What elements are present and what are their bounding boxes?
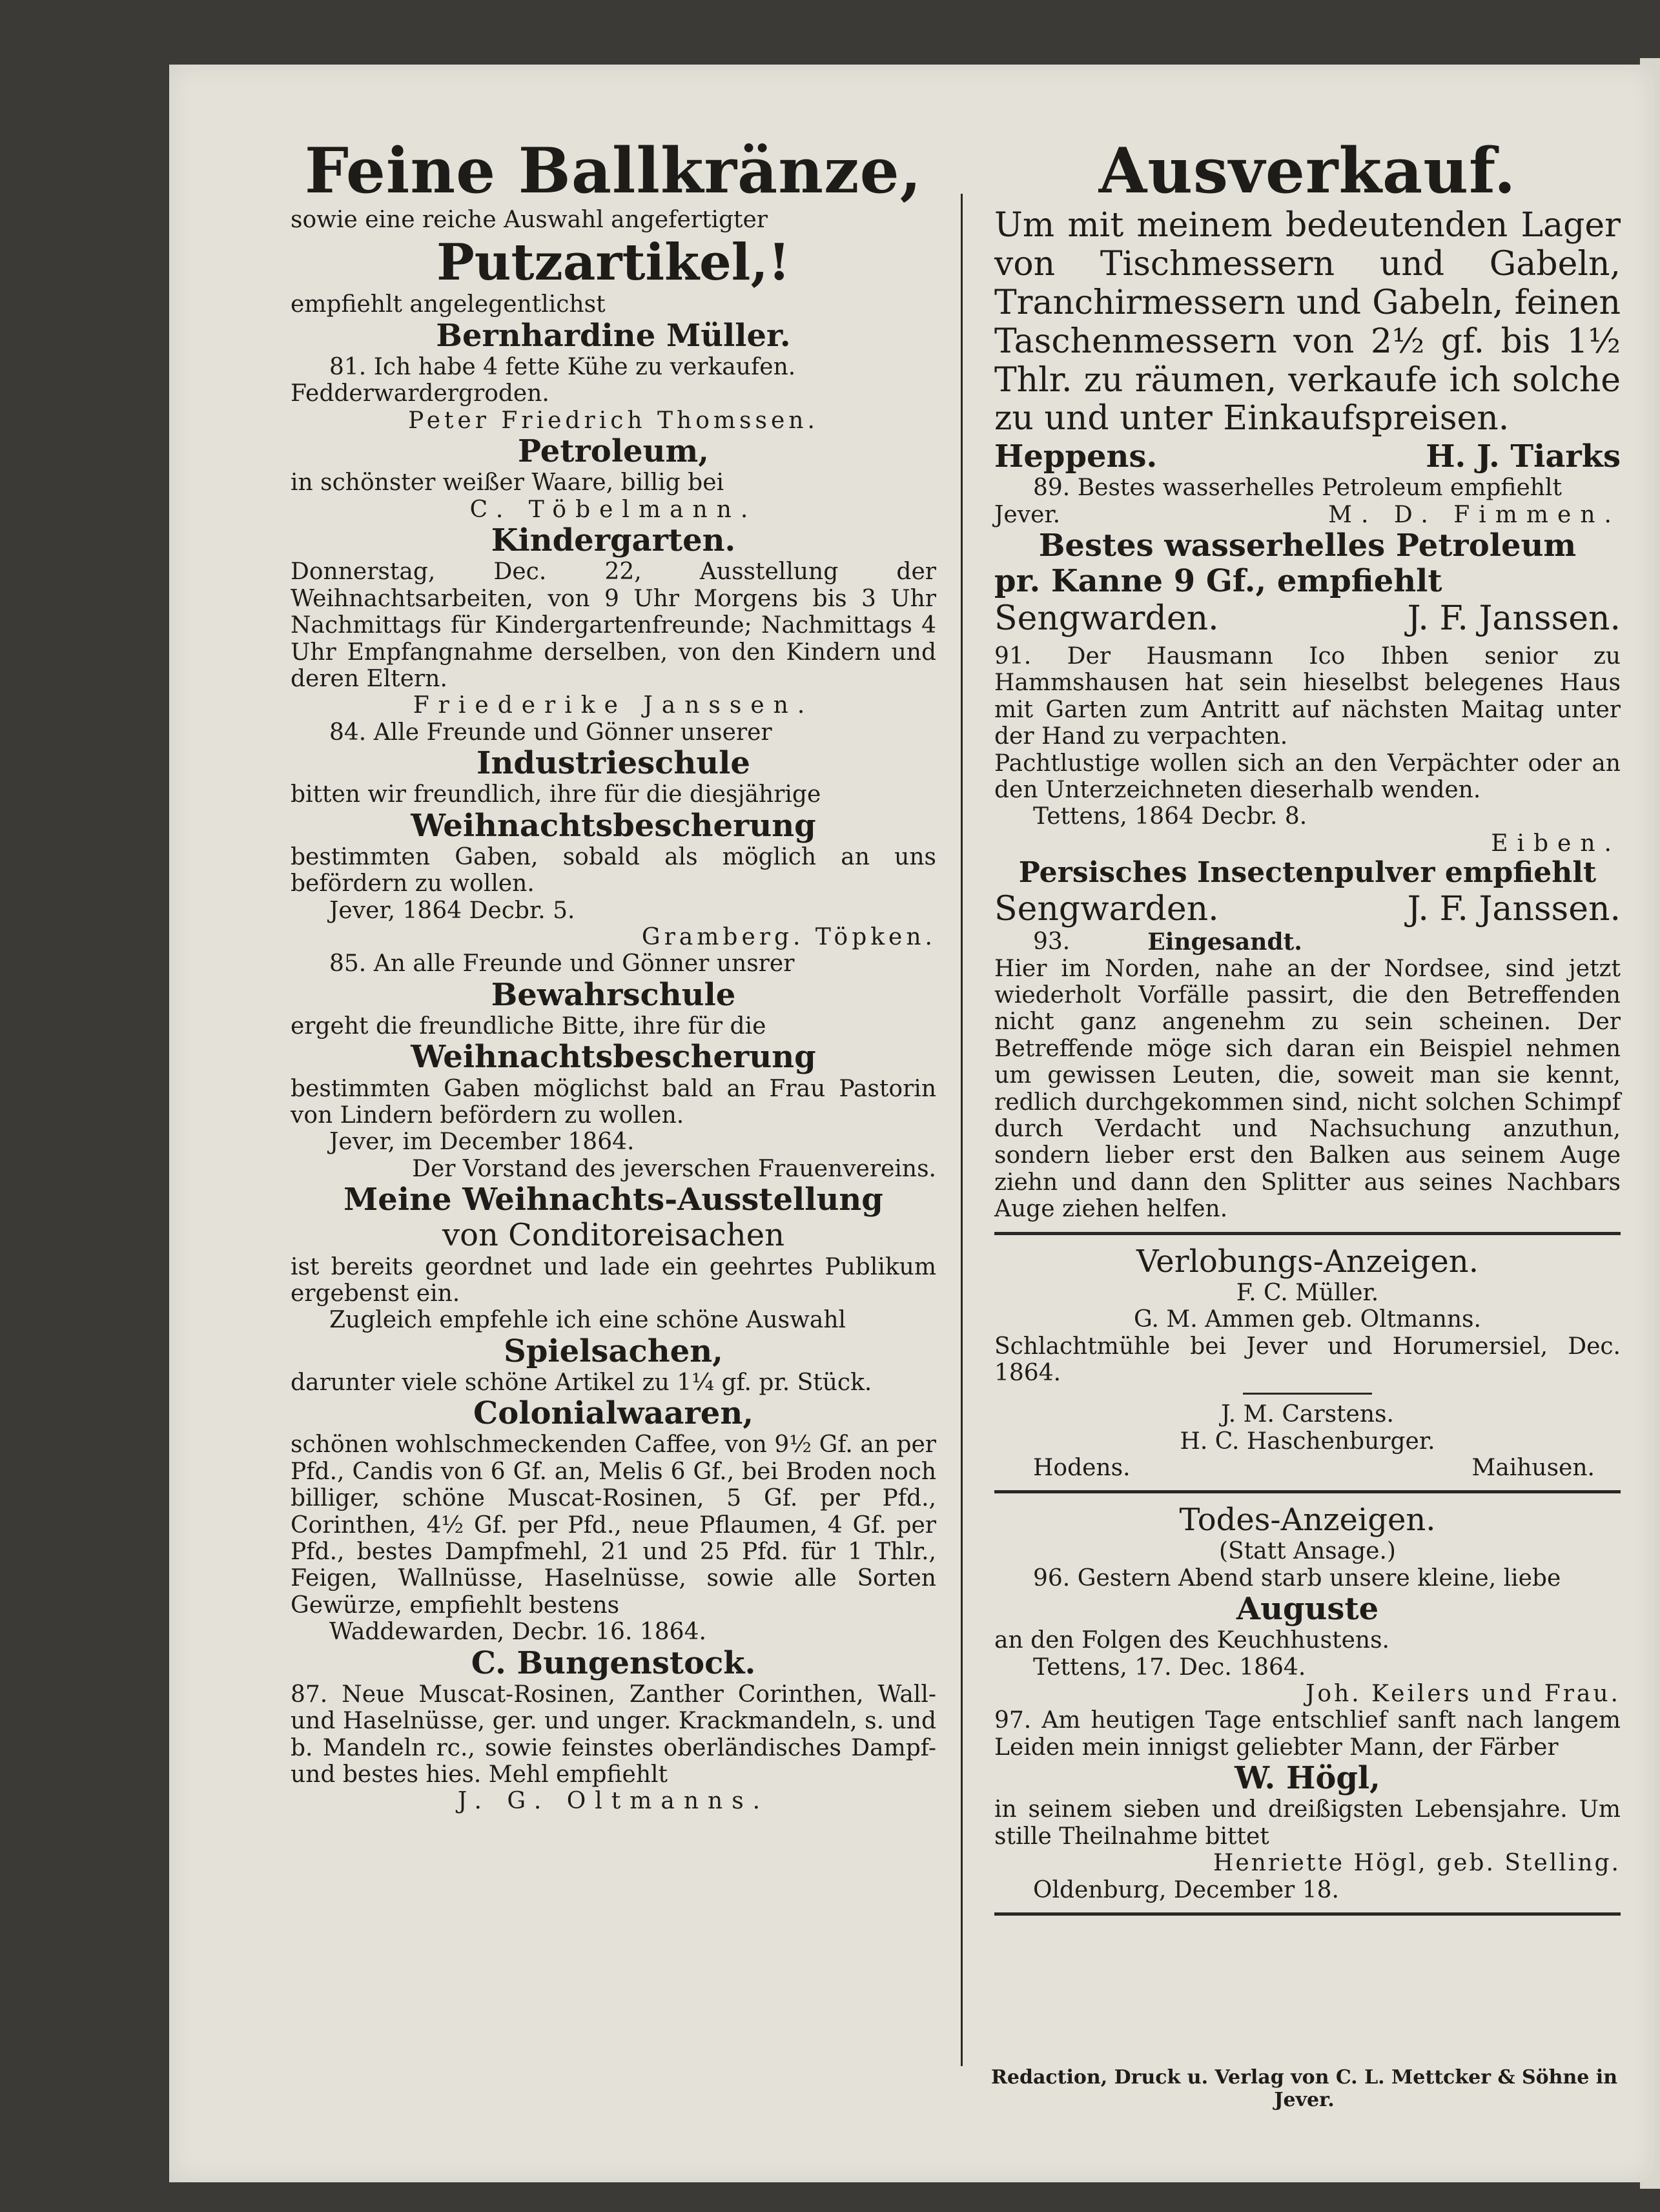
ad-97-signature: Henriette Högl, geb. Stelling. (1213, 1850, 1621, 1877)
verlobung-name1: F. C. Müller. (1236, 1279, 1379, 1306)
ad-84-line2: bitten wir freundlich, ihre für die diesjährige (291, 781, 821, 808)
ad-petroleum2-line1: Bestes wasserhelles Petroleum (1038, 527, 1577, 564)
ad-ausverkauf-place: Heppens. (994, 438, 1158, 475)
ad-84-heading: Industrieschule (476, 745, 750, 782)
ad-ballkraenze-title: Feine Ballkränze, (304, 134, 923, 207)
ad-97-text: 97. Am heutigen Tage entschlief sanft nach langem Leiden mein innigst geliebter Mann, der Färber (994, 1707, 1621, 1761)
ad-93-header-row (994, 928, 1621, 956)
right-column (994, 136, 1621, 1925)
ad-mueller-signature: Bernhardine Müller. (436, 317, 791, 354)
ad-insectenpulver-signature: J. F. Janssen. (1407, 889, 1621, 928)
verlobung-places-row (994, 1455, 1621, 1481)
ad-84-signature: Gramberg. Töpken. (641, 924, 936, 951)
ad-84-line1: 84. Alle Freunde und Gönner unserer (329, 719, 772, 746)
ad-ballkraenze-line: sowie eine reiche Auswahl angefertigter (291, 207, 768, 234)
column-divider (961, 194, 963, 2066)
ad-85-line1: 85. An alle Freunde und Gönner unsrer (329, 950, 795, 978)
ad-85-heading2: Weihnachtsbescherung (411, 1039, 816, 1076)
verlobung-rule (1243, 1393, 1372, 1395)
left-column (291, 136, 936, 1815)
ad-91-text2: Pachtlustige wollen sich an den Verpächter oder an den Unterzeichneten dieserhalb wenden. (994, 750, 1621, 803)
ad-kindergarten-text: Donnerstag, Dec. 22, Ausstellung der Weihnachtsarbeiten, von 9 Uhr Morgens bis 3 Uhr Nachmittags für Kindergartenfreunde; Nachmittags 4 Uhr Empfangnahme derselben, von den Kindern und deren Eltern. (291, 558, 936, 692)
todes-heading: Todes-Anzeigen. (1179, 1502, 1436, 1539)
ad-96-line1: 96. Gestern Abend starb unsere kleine, liebe (1033, 1564, 1561, 1592)
todes-subheading: (Statt Ansage.) (1219, 1538, 1396, 1565)
ad-84-text: bestimmten Gaben, sobald als möglich an uns befördern zu wollen. (291, 843, 936, 897)
ad-ausverkauf-text: Um mit meinem bedeutenden Lager von Tischmessern und Gabeln, Tranchirmessern und Gabeln, feinen Taschenmessern von 2½ gf. bis 1½ Thlr. zu räumen, verkaufe ich solche zu und unter Einkaufspreisen. (994, 206, 1621, 438)
ad-petroleum2-line2: pr. Kanne 9 Gf., empfiehlt (994, 562, 1442, 599)
ad-insectenpulver-line: Persisches Insectenpulver empfiehlt (1018, 856, 1597, 890)
ad-petroleum-signature: C. Töbelmann. (469, 496, 757, 523)
ad-91-text: 91. Der Hausmann Ico Ihben senior zu Hammshausen hat sein hieselbst belegenes Haus mit Garten zum Antritt auf nächsten Maitag unter der Hand zu verpachten. (994, 642, 1621, 750)
ad-conditorei-heading2: von Conditoreisachen (442, 1217, 785, 1254)
ad-85-line2: ergeht die freundliche Bitte, ihre für die (291, 1013, 766, 1040)
section-rule2 (994, 1490, 1621, 1493)
verlobung-name3: J. M. Carstens. (1221, 1401, 1394, 1428)
ad-spielsachen-heading: Spielsachen, (504, 1333, 723, 1369)
ad-89-signature: M. D. Fimmen. (1328, 501, 1621, 528)
ad-spielsachen-line: darunter viele schöne Artikel zu 1¼ gf. pr. Stück. (291, 1369, 872, 1396)
ad-97-place: Oldenburg, December 18. (1033, 1876, 1339, 1903)
ad-putzartikel-heading: Putzartikel,! (436, 232, 790, 292)
verlobung-place-left: Hodens. (1033, 1455, 1131, 1482)
ad-kindergarten-heading: Kindergarten. (491, 522, 736, 559)
ad-81-line2: Fedderwardergroden. (291, 380, 549, 407)
ad-87-signature: J. G. Oltmanns. (457, 1788, 770, 1815)
ad-96-name: Auguste (1236, 1591, 1379, 1628)
section-rule (994, 1232, 1621, 1235)
ad-insectenpulver-signature-row (994, 890, 1621, 928)
footer-rule (994, 1912, 1621, 1916)
ad-91-place: Tettens, 1864 Decbr. 8. (1033, 803, 1307, 830)
ad-kindergarten-signature: Friederike Janssen. (413, 692, 814, 719)
verlobung-place-right: Maihusen. (1471, 1455, 1595, 1482)
ad-96-line2: an den Folgen des Keuchhustens. (994, 1627, 1389, 1654)
ad-petroleum-heading: Petroleum, (518, 433, 709, 470)
verlobung-heading: Verlobungs-Anzeigen. (1136, 1243, 1479, 1280)
ad-89-place: Jever. (994, 501, 1061, 528)
ad-96-place: Tettens, 17. Dec. 1864. (1033, 1654, 1306, 1681)
ad-ausverkauf-title: Ausverkauf. (1098, 134, 1517, 207)
ad-petroleum2-place: Sengwarden. (994, 599, 1219, 638)
ad-93-heading: Eingesandt. (1147, 928, 1302, 956)
ad-putzartikel-line: empfiehlt angelegentlichst (291, 291, 606, 318)
ad-85-place: Jever, im December 1864. (329, 1129, 635, 1156)
ad-87-text: 87. Neue Muscat-Rosinen, Zanther Corinthen, Wall- und Haselnüsse, ger. und unger. Krackmandeln, s. und b. Mandeln rc., sowie feinstes oberländisches Dampf- und bestes hies. Mehl empfiehlt (291, 1681, 936, 1788)
ad-ausverkauf-signature-row (994, 438, 1621, 475)
ad-81-line1: 81. Ich habe 4 fette Kühe zu verkaufen. (329, 354, 796, 381)
verlobung-place: Schlachtmühle bei Jever und Horumersiel, Dec. 1864. (994, 1333, 1621, 1386)
ad-84-place: Jever, 1864 Decbr. 5. (329, 897, 575, 924)
verlobung-name4: H. C. Haschenburger. (1180, 1428, 1435, 1455)
ad-colonialwaaren-place: Waddewarden, Decbr. 16. 1864. (329, 1619, 706, 1646)
ad-conditorei-heading1: Meine Weihnachts-Ausstellung (343, 1182, 883, 1218)
ad-conditorei-line2: Zugleich empfehle ich eine schöne Auswahl (329, 1307, 846, 1334)
ad-89-signature-row (994, 502, 1621, 528)
ad-petroleum2-signature: J. F. Janssen. (1407, 599, 1621, 638)
ad-97-name: W. Högl, (1235, 1760, 1380, 1797)
ad-93-text: Hier im Norden, nahe an der Nordsee, sind jetzt wiederholt Vorfälle passirt, die den Betreffenden nicht ganz angenehm zu sein scheinen. Der Betreffende möge sich daran ein Beispiel nehmen um gewissen Leuten, die, soweit man sie kennt, redlich durchgekommen sind, nicht solchen Schimpf durch Verdacht und Nachsuchung anzuthun, sondern lieber erst den Balken aus seinem Auge ziehn und dann den Splitter aus seines Nachbars Auge ziehen helfen. (994, 955, 1621, 1223)
ad-84-heading2: Weihnachtsbescherung (411, 807, 816, 844)
ad-93-number: 93. (1033, 928, 1071, 955)
ad-colonialwaaren-heading: Colonialwaaren, (473, 1395, 753, 1432)
imprint-footer: Redaction, Druck u. Verlag von C. L. Mettcker & Söhne in Jever. (990, 2066, 1618, 2111)
ad-petroleum-line: in schönster weißer Waare, billig bei (291, 469, 724, 497)
ad-85-heading: Bewahrschule (491, 976, 736, 1013)
verlobung-name2: G. M. Ammen geb. Oltmanns. (1134, 1306, 1481, 1333)
ad-85-signature: Der Vorstand des jeverschen Frauenvereins. (412, 1155, 936, 1182)
ad-colonialwaaren-text: schönen wohlschmeckenden Caffee, von 9½ Gf. an per Pfd., Candis von 6 Gf. an, Melis 6 Gf., bei Broden noch billiger, schöne Muscat-Rosinen, 5 Gf. per Pfd., Corinthen, 4½ Gf. per Pfd., neue Pflaumen, 4 Gf. per Pfd., bestes Dampfmehl, 21 und 25 Pfd. für 1 Thlr., Feigen, Wallnüsse, Haselnüsse, sowie alle Sorten Gewürze, empfiehlt bestens (291, 1431, 936, 1619)
ad-97-text2: in seinem sieben und dreißigsten Lebensjahre. Um stille Theilnahme bittet (994, 1796, 1621, 1850)
ad-petroleum2-signature-row (994, 599, 1621, 638)
ad-89-line: 89. Bestes wasserhelles Petroleum empfiehlt (1033, 475, 1562, 502)
ad-insectenpulver-place: Sengwarden. (994, 889, 1219, 928)
ad-85-text: bestimmten Gaben möglichst bald an Frau Pastorin von Lindern befördern zu wollen. (291, 1075, 936, 1129)
ad-colonialwaaren-signature: C. Bungenstock. (471, 1644, 756, 1681)
ad-96-signature: Joh. Keilers und Frau. (1305, 1681, 1621, 1708)
ad-81-signature: Peter Friedrich Thomssen. (408, 407, 819, 434)
ad-ausverkauf-signature: H. J. Tiarks (1426, 438, 1621, 475)
ad-91-signature: Eiben. (1491, 830, 1621, 857)
ad-conditorei-text: ist bereits geordnet und lade ein geehrtes Publikum ergebenst ein. (291, 1253, 936, 1307)
